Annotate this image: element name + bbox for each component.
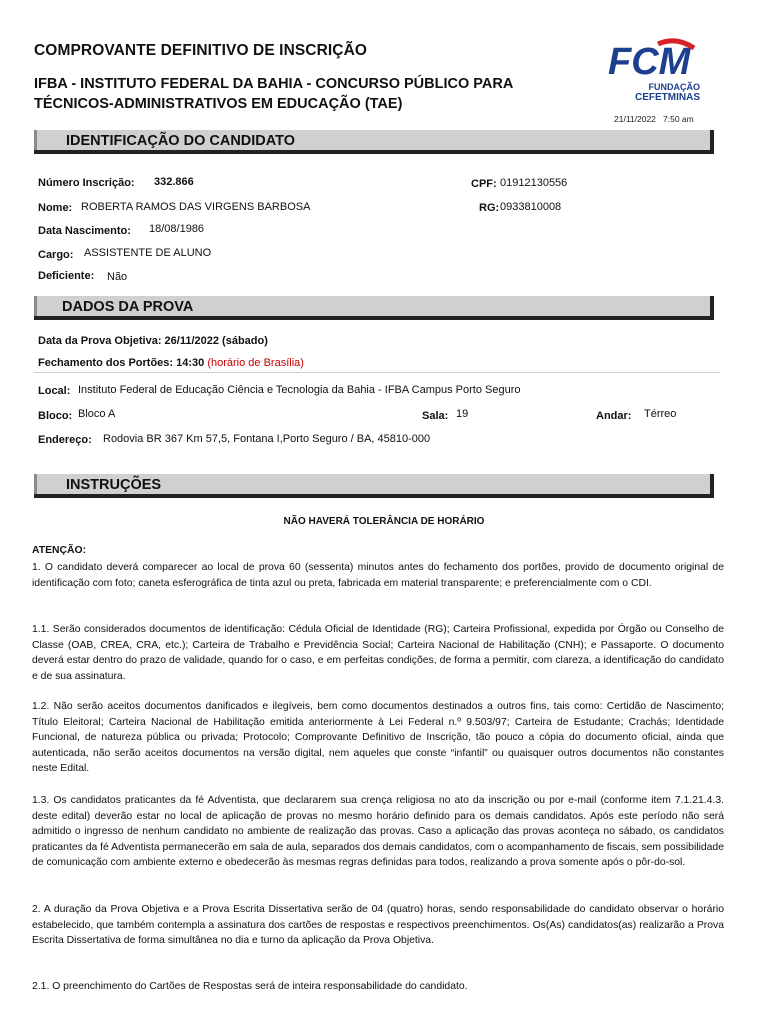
gate-closing-note: (horário de Brasília) bbox=[207, 357, 304, 369]
logo-subtext-2: CEFETMINAS bbox=[635, 92, 700, 103]
instruction-paragraph-2-1: 2.1. O preenchimento do Cartões de Respostas será de inteira responsabilidade do candidato. bbox=[32, 981, 468, 992]
gate-closing-time: Fechamento dos Portões: 14:30 bbox=[38, 357, 205, 369]
room-value: 19 bbox=[456, 408, 469, 420]
logo-text: FCM bbox=[608, 41, 691, 83]
location-value: Instituto Federal de Educação Ciência e Tecnologia da Bahia - IFBA Campus Porto Seguro bbox=[78, 384, 521, 396]
fcm-logo bbox=[606, 38, 702, 104]
floor-label: Andar: bbox=[596, 410, 632, 422]
exam-date: Data da Prova Objetiva: 26/11/2022 (sábado) bbox=[38, 335, 268, 347]
instruction-paragraph-1: 1. O candidato deverá comparecer ao local de prova 60 (sessenta) minutos antes do fechamento dos portões, provido de documento original de identificação com foto; caneta esferográfica de tinta azul ou preta, fabricada em material transparente; e preferencialmente com o CDI. bbox=[32, 562, 724, 589]
section-title-exam: DADOS DA PROVA bbox=[62, 299, 194, 315]
registration-number-label: Número Inscrição: bbox=[38, 177, 135, 189]
instruction-paragraph-1-3: 1.3. Os candidatos praticantes da fé Adventista, que declararem sua crença religiosa no ato da inscrição ou por e-mail (conforme item 7.1.21.4.3. deste edital) deverão estar no local de aplicação de provas no mesmo horário definido para os demais candidatos. Após este período não será admitido o ingresso de nenhum candidato no ambiente de realização das provas. Caso a aplicação das provas aconteça no sábado, os candidatos praticantes da fé Adventista permanecerão em sala de aula, separados dos demais candidatos, com o acompanhamento de fiscais, sem possibilidade de comunicação com ambiente externo e obedecerão às mesmas regras definidas para todos, realizando a prova somente após o pôr-do-sol. bbox=[32, 795, 724, 869]
name-label: Nome: bbox=[38, 202, 73, 214]
document-title: COMPROVANTE DEFINITIVO DE INSCRIÇÃO bbox=[34, 42, 368, 59]
floor-value: Térreo bbox=[644, 408, 677, 420]
gate-closing bbox=[38, 357, 304, 369]
instruction-paragraph-1-1: 1.1. Serão considerados documentos de identificação: Cédula Oficial de Identidade (RG); Carteira Profissional, expedida por Órgão ou Conselho de Classe (OAB, CREA, CRA, etc.); Carteira de Trabalho e Previdência Social; Carteira Nacional de Habilitação (CNH); e Passaporte. O documento deverá estar dentro do prazo de validade, quando for o caso, e em perfeitas condições, de forma a permitir, com clareza, a identificação do candidato e de sua assinatura. bbox=[32, 624, 724, 682]
room-label: Sala: bbox=[422, 410, 449, 422]
block-value: Bloco A bbox=[78, 408, 116, 420]
instruction-paragraph-2: 2. A duração da Prova Objetiva e a Prova Escrita Dissertativa serão de 04 (quatro) horas, sendo responsabilidade do candidato observar o horário estabelecido, que também contempla a assinatura dos cartões de respostas e respectivos preenchimentos. Os(As) candidatos(as) realizarão a Prova Escrita Dissertativa de forma simultânea no dia e turno da aplicação da Prova Objetiva. bbox=[32, 904, 724, 947]
section-header-instructions bbox=[34, 474, 714, 498]
section-header-exam bbox=[34, 296, 714, 320]
birth-date-label: Data Nascimento: bbox=[38, 225, 131, 237]
cpf-value: 01912130556 bbox=[500, 177, 568, 189]
disability-value: Não bbox=[107, 271, 128, 283]
name-value: ROBERTA RAMOS DAS VIRGENS BARBOSA bbox=[81, 201, 311, 213]
divider bbox=[34, 372, 720, 373]
print-time: 7:50 am bbox=[663, 114, 694, 124]
block-label: Bloco: bbox=[38, 410, 73, 422]
address-label: Endereço: bbox=[38, 434, 92, 446]
rg-label: RG: bbox=[479, 202, 500, 214]
section-header-candidate bbox=[34, 130, 714, 154]
print-timestamp bbox=[614, 114, 694, 124]
rg-value: 0933810008 bbox=[500, 201, 562, 213]
document-subtitle: IFBA - INSTITUTO FEDERAL DA BAHIA - CONCURSO PÚBLICO PARA TÉCNICOS-ADMINISTRATIVOS EM EDUCAÇÃO (TAE) bbox=[34, 76, 513, 112]
birth-date-value: 18/08/1986 bbox=[149, 223, 205, 235]
logo-subtext-1: FUNDAÇÃO bbox=[648, 82, 700, 92]
address-value: Rodovia BR 367 Km 57,5, Fontana I,Porto Seguro / BA, 45810-000 bbox=[103, 433, 431, 445]
position-value: ASSISTENTE DE ALUNO bbox=[84, 247, 212, 259]
disability-label: Deficiente: bbox=[38, 270, 95, 282]
cpf-label: CPF: bbox=[471, 178, 497, 190]
print-date: 21/11/2022 bbox=[614, 114, 656, 124]
attention-heading: ATENÇÃO: bbox=[32, 545, 87, 556]
position-label: Cargo: bbox=[38, 249, 74, 261]
instruction-paragraph-1-2: 1.2. Não serão aceitos documentos danificados e ilegíveis, bem como documentos destinados a outros fins, tais como: Certidão de Nascimento; Título Eleitoral; Carteira Nacional de Habilitação emitida anteriormente à Lei Federal n.º 9.503/97; Carteira de Estudante; Crachás; Identidade Funcional, de natureza pública ou privada; Protocolo; Comprovante Definitivo de Inscrição, tão pouco a cópia do documento oficial, ainda que autenticada, não serão aceitos documentos na versão digital, nem aqueles que conste “infantil” ou quaisquer outros documentos não constantes neste Edital. bbox=[32, 701, 724, 775]
registration-number-value: 332.866 bbox=[154, 176, 194, 188]
location-label: Local: bbox=[38, 385, 71, 397]
section-title-candidate: IDENTIFICAÇÃO DO CANDIDATO bbox=[66, 133, 296, 149]
section-title-instructions: INSTRUÇÕES bbox=[66, 477, 162, 493]
tolerance-notice: NÃO HAVERÁ TOLERÂNCIA DE HORÁRIO bbox=[283, 516, 485, 527]
